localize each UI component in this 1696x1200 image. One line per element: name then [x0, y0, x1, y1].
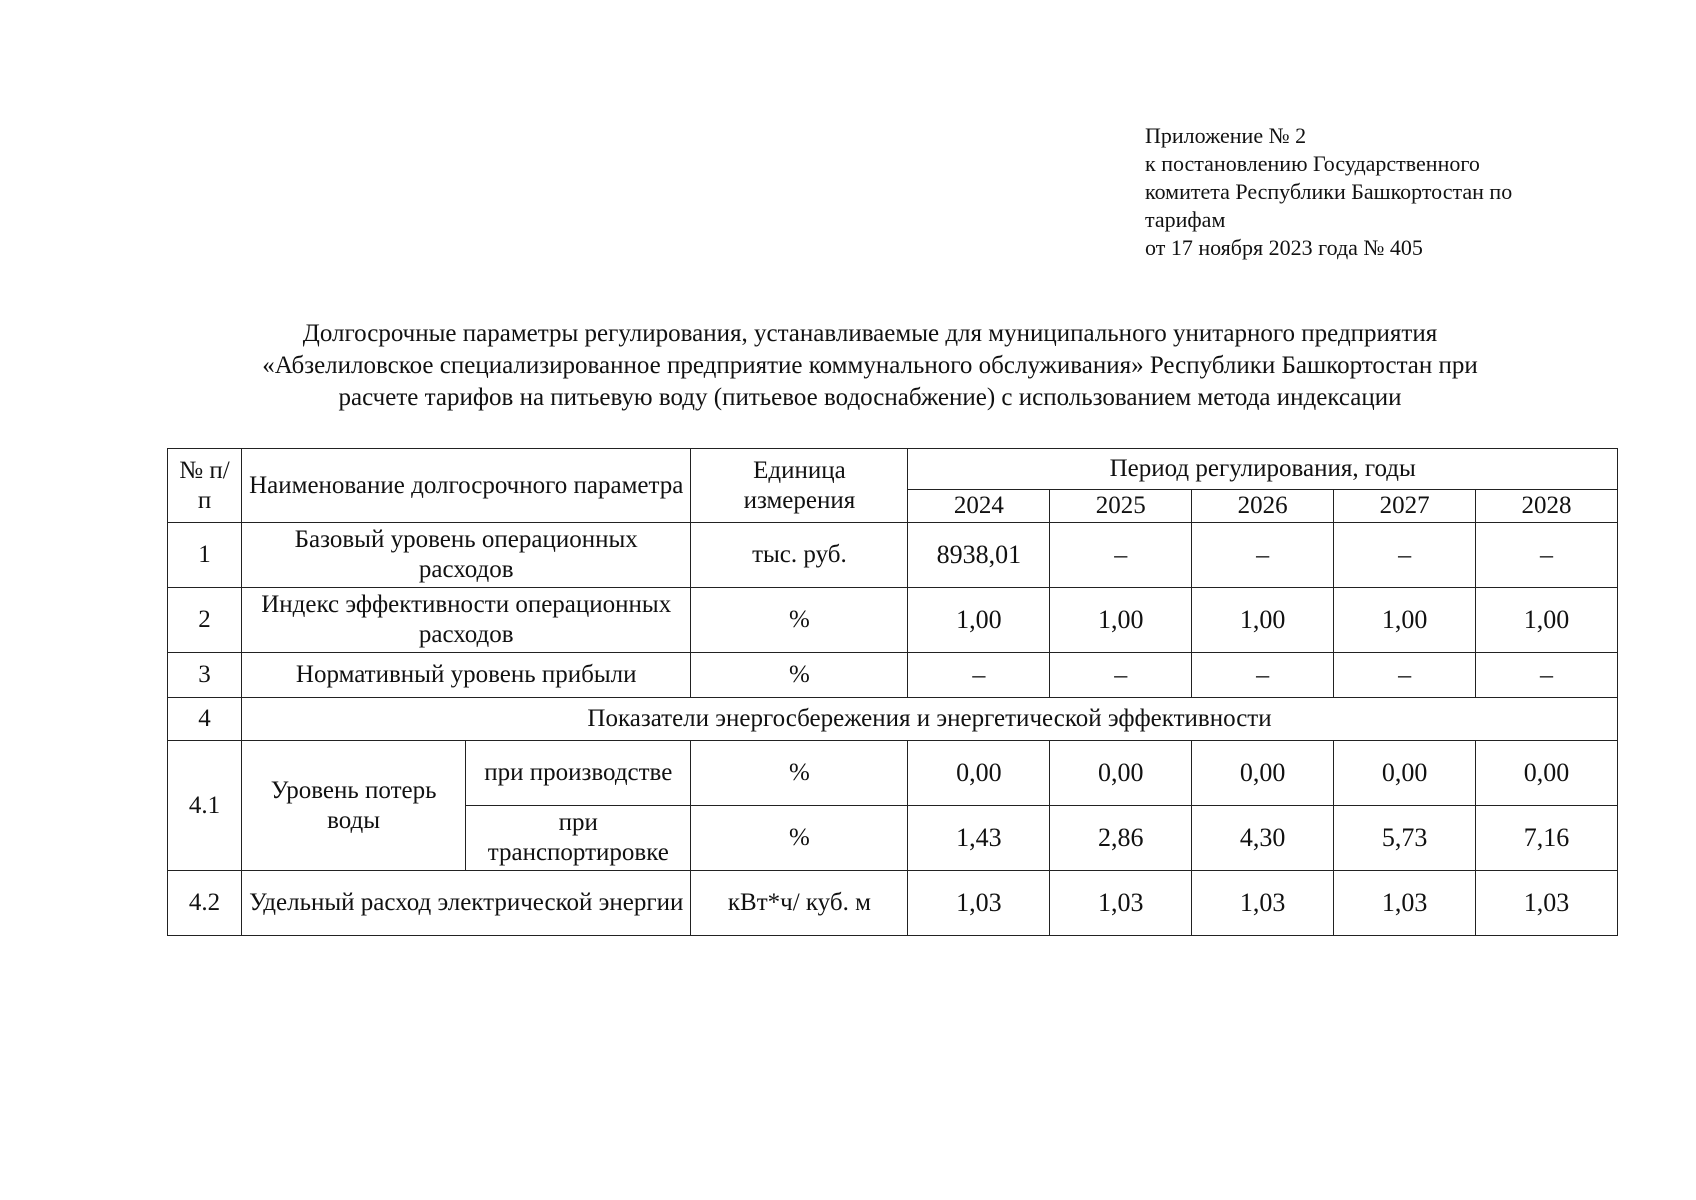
row-value: – [1192, 523, 1334, 588]
row-unit: % [691, 806, 908, 871]
row-value: 1,00 [908, 588, 1050, 653]
row-value: 1,43 [908, 806, 1050, 871]
table-row [168, 523, 1618, 588]
row-value: – [908, 653, 1050, 698]
row-name: Базовый уровень операционных расходов [242, 523, 691, 588]
row-value: – [1476, 523, 1618, 588]
row-value: 0,00 [1192, 741, 1334, 806]
row-value: 5,73 [1334, 806, 1476, 871]
row-value: 0,00 [1476, 741, 1618, 806]
row-unit: % [691, 653, 908, 698]
row-value: 1,03 [1476, 871, 1618, 936]
row-value: – [1050, 523, 1192, 588]
row-name: Нормативный уровень прибыли [242, 653, 691, 698]
header-name: Наименование долгосрочного параметра [242, 449, 691, 523]
row-value: – [1334, 523, 1476, 588]
row-subname: при транспортировке [466, 806, 691, 871]
header-year: 2027 [1334, 490, 1476, 523]
row-number: 4.1 [168, 741, 242, 871]
row-value: 1,00 [1050, 588, 1192, 653]
row-value: 1,03 [1050, 871, 1192, 936]
row-value: 1,03 [1192, 871, 1334, 936]
row-name: Индекс эффективности операционных расходов [242, 588, 691, 653]
row-number: 3 [168, 653, 242, 698]
header-year: 2025 [1050, 490, 1192, 523]
row-value: 1,00 [1334, 588, 1476, 653]
row-value: 4,30 [1192, 806, 1334, 871]
row-value: – [1476, 653, 1618, 698]
header-unit: Единица измерения [691, 449, 908, 523]
row-value: 7,16 [1476, 806, 1618, 871]
annex-line: к постановлению Государственного [1145, 151, 1480, 176]
row-number: 4.2 [168, 871, 242, 936]
row-subname: при производстве [466, 741, 691, 806]
row-value: – [1334, 653, 1476, 698]
title-line: Долгосрочные параметры регулирования, устанавливаемые для муниципального унитарного предприятия [302, 320, 1438, 347]
row-name: Удельный расход электрической энергии [242, 871, 691, 936]
parameters-table [167, 448, 1618, 936]
annex-line: от 17 ноября 2023 года № 405 [1145, 235, 1423, 260]
row-number: 4 [168, 698, 242, 741]
row-value: 1,00 [1192, 588, 1334, 653]
header-year: 2026 [1192, 490, 1334, 523]
header-year: 2024 [908, 490, 1050, 523]
row-unit: % [691, 741, 908, 806]
header-year: 2028 [1476, 490, 1618, 523]
row-value: 0,00 [908, 741, 1050, 806]
row-unit: % [691, 588, 908, 653]
table-row [168, 653, 1618, 698]
row-value: 1,03 [908, 871, 1050, 936]
title-line: расчете тарифов на питьевую воду (питьевое водоснабжение) с использованием метода индексации [338, 384, 1402, 411]
row-value: 0,00 [1334, 741, 1476, 806]
table-row [168, 741, 1618, 806]
row-value: 8938,01 [908, 523, 1050, 588]
annex-block [1145, 122, 1605, 262]
section-name: Показатели энергосбережения и энергетической эффективности [242, 698, 1618, 741]
row-value: 1,00 [1476, 588, 1618, 653]
document-title [150, 318, 1590, 414]
row-value: – [1050, 653, 1192, 698]
row-value: 2,86 [1050, 806, 1192, 871]
annex-line: комитета Республики Башкортостан по [1145, 179, 1513, 204]
title-line: «Абзелиловское специализированное предприятие коммунального обслуживания» Республики Башкортостан при [262, 352, 1478, 379]
annex-line: Приложение № 2 [1145, 123, 1307, 148]
header-period: Период регулирования, годы [908, 449, 1618, 490]
row-value: – [1192, 653, 1334, 698]
header-number: № п/п [168, 449, 242, 523]
table-section-row [168, 698, 1618, 741]
table-row [168, 871, 1618, 936]
row-value: 0,00 [1050, 741, 1192, 806]
row-value: 1,03 [1334, 871, 1476, 936]
table-row [168, 588, 1618, 653]
table-header-row [168, 449, 1618, 490]
row-number: 1 [168, 523, 242, 588]
row-number: 2 [168, 588, 242, 653]
annex-line: тарифам [1145, 207, 1226, 232]
row-unit: тыс. руб. [691, 523, 908, 588]
row-name: Уровень потерь воды [242, 741, 466, 871]
row-unit: кВт*ч/ куб. м [691, 871, 908, 936]
